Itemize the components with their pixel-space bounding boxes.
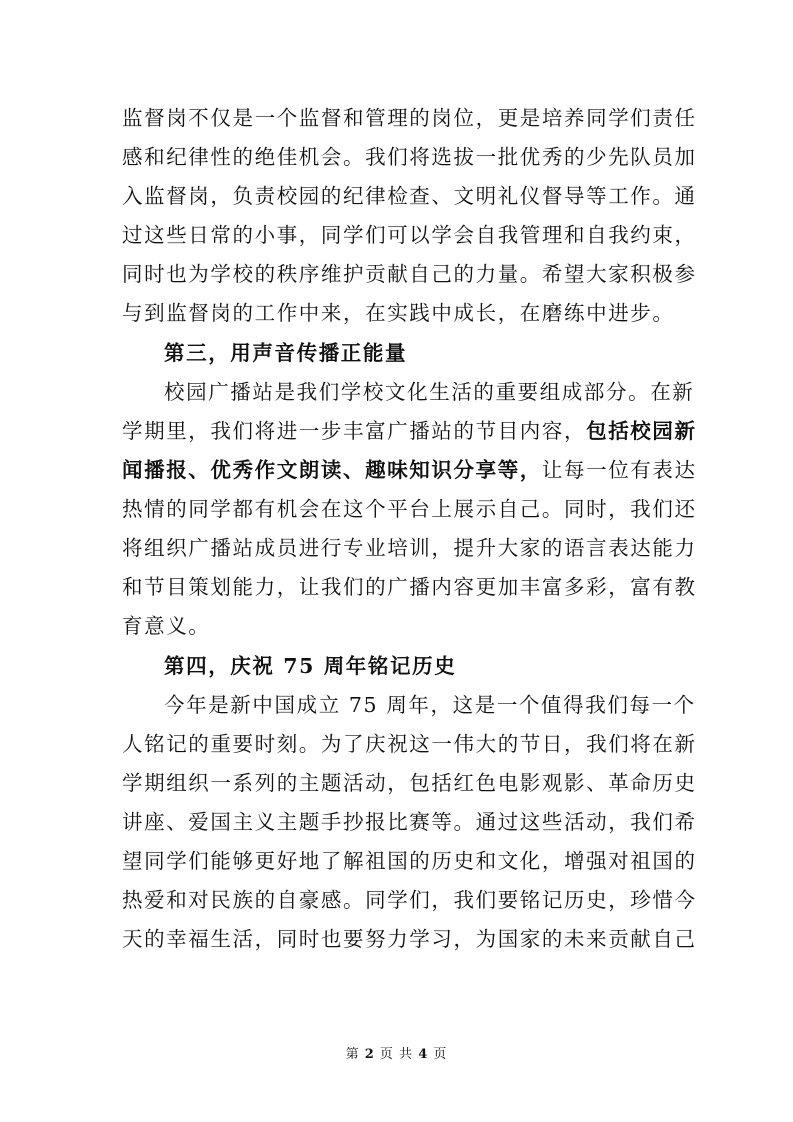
paragraph-2-line-7: 育意义。 (122, 614, 211, 638)
paragraph-1-line-2: 感和纪律性的绝佳机会。我们将选拔一批优秀的少先队员加 (122, 145, 697, 169)
paragraph-3-line-2: 人铭记的重要时刻。为了庆祝这一伟大的节日，我们将在新 (122, 732, 697, 756)
section-heading-3: 第三，用声音传播正能量 (164, 341, 408, 365)
paragraph-3-line-4: 讲座、爱国主义主题手抄报比赛等。通过这些活动，我们希 (122, 810, 697, 834)
paragraph-3-line-5: 望同学们能够更好地了解祖国的历史和文化，增强对祖国的 (122, 849, 697, 873)
paragraph-1-line-6: 与到监督岗的工作中来，在实践中成长，在磨练中进步。 (122, 301, 675, 325)
section-heading-4: 第四，庆祝 75 周年铭记历史 (164, 654, 457, 678)
paragraph-2-line-3-bold: 闻播报、优秀作文朗读、趣味知识分享等， (122, 458, 542, 482)
paragraph-2-line-1: 校园广播站是我们学校文化生活的重要组成部分。在新 (164, 380, 695, 404)
footer-middle: 页 共 (379, 1047, 414, 1062)
paragraph-3-line-6: 热爱和对民族的自豪感。同学们，我们要铭记历史，珍惜今 (122, 888, 697, 912)
paragraph-2-line-3-normal: 让每一位有表达 (541, 458, 697, 482)
paragraph-2-line-4: 热情的同学都有机会在这个平台上展示自己。同时，我们还 (122, 497, 697, 521)
paragraph-2-line-6: 和节目策划能力，让我们的广播内容更加丰富多彩，富有教 (122, 575, 697, 599)
current-page-number: 2 (364, 1047, 375, 1062)
paragraph-3-line-3: 学期组织一系列的主题活动，包括红色电影观影、革命历史 (122, 771, 697, 795)
paragraph-1-line-4: 过这些日常的小事，同学们可以学会自我管理和自我约束， (122, 223, 697, 247)
footer-prefix: 第 (345, 1047, 360, 1062)
total-page-number: 4 (418, 1047, 429, 1062)
paragraph-2-line-2-bold: 包括校园新 (586, 419, 697, 443)
paragraph-3-line-7: 天的幸福生活，同时也要努力学习，为国家的未来贡献自己 (122, 927, 697, 951)
paragraph-2-line-2-normal: 学期里，我们将进一步丰富广播站的节目内容， (122, 419, 587, 443)
paragraph-1-line-1: 监督岗不仅是一个监督和管理的岗位，更是培养同学们责任 (122, 106, 697, 130)
paragraph-1-line-5: 同时也为学校的秩序维护贡献自己的力量。希望大家积极参 (122, 262, 697, 286)
paragraph-2-line-2 (122, 417, 697, 445)
page-footer (0, 1046, 793, 1064)
paragraph-1-line-3: 入监督岗，负责校园的纪律检查、文明礼仪督导等工作。通 (122, 184, 697, 208)
paragraph-2-line-5: 将组织广播站成员进行专业培训，提升大家的语言表达能力 (122, 536, 697, 560)
paragraph-2-line-3 (122, 456, 697, 484)
paragraph-3-line-1: 今年是新中国成立 75 周年，这是一个值得我们每一个 (164, 693, 696, 717)
footer-suffix: 页 (433, 1047, 448, 1062)
